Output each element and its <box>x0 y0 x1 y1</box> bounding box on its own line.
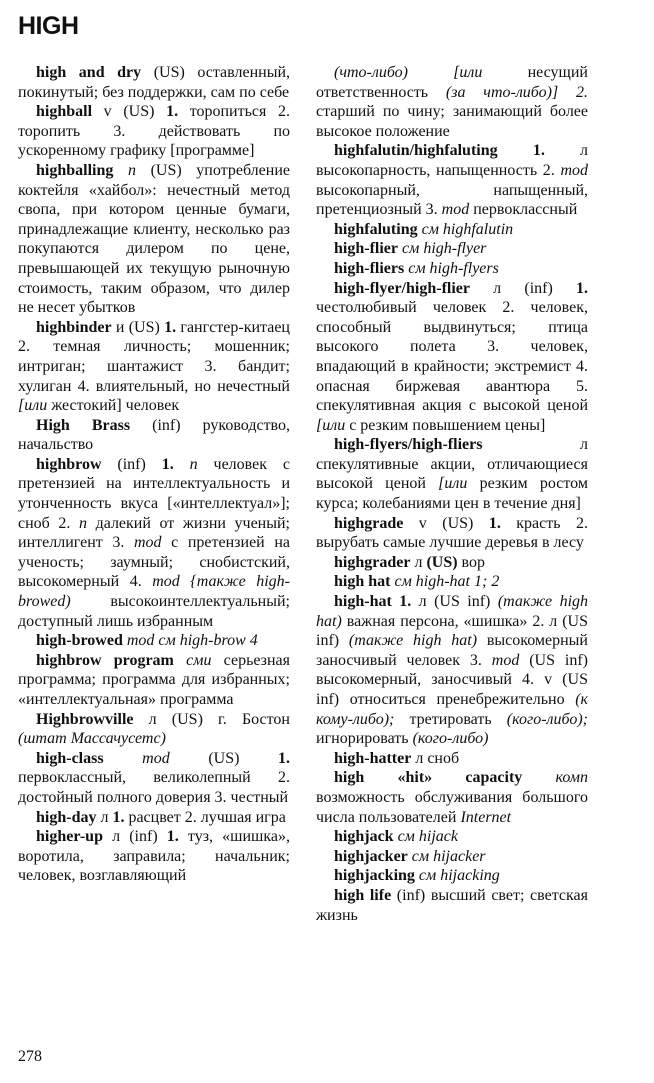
page-header: HIGH <box>18 12 79 40</box>
entry-italic-text: см high-flyer <box>402 240 487 258</box>
entry-text: л (inf) <box>102 828 167 846</box>
entry-italic-text: см high-hat 1; 2 <box>394 573 500 591</box>
entry-text: л <box>96 808 113 826</box>
entry-text <box>498 142 533 159</box>
entry-text: несущий ответственность <box>316 64 588 101</box>
entry-italic-text: mod <box>133 534 162 552</box>
entry-italic-text: комп <box>555 769 589 787</box>
entry-headword: high-hat <box>334 593 392 611</box>
entry-headword: highjacking <box>334 867 415 885</box>
entry-text: честолюбивый человек 2. человек, способный выдвинуться; птица высокого полета 3. человек, впадающий в крайности; экстремист 4. опасная биржевая авантюра 5. спекулятивная акция с высокой ценой <box>316 299 588 415</box>
entry-italic-text: [или <box>18 397 48 415</box>
entry-headword: high hat <box>334 573 391 591</box>
entry-headword: highbrow <box>36 455 102 473</box>
entry-text: (inf) руководство, начальство <box>18 416 290 454</box>
entry-text: человек с претензией на интеллектуальность и утонченность вкуса [«интеллектуал»]; сноб 2. <box>18 455 290 532</box>
entry-text: игнорировать <box>316 730 413 748</box>
entry-text: резким ростом курса; колебаниями цен в течение дня] <box>316 475 588 513</box>
dictionary-entry <box>316 847 588 867</box>
dictionary-entry <box>18 827 290 886</box>
entry-italic-text: (кого-либо); <box>506 710 588 728</box>
entry-italic-text: см hijack <box>397 828 458 846</box>
entry-italic-text: (кого-либо) <box>412 730 489 748</box>
entry-headword: Highbrowville <box>36 710 134 728</box>
dictionary-entry <box>18 749 290 808</box>
entry-italic-text: n <box>189 455 198 473</box>
entry-text: торопиться 2. торопить 3. действовать по ускоренному графику [программе] <box>18 103 290 160</box>
entry-headword: highball <box>36 103 93 121</box>
entry-headword: highfalutin/highfaluting <box>334 142 498 160</box>
entry-headword: 1. <box>399 593 412 611</box>
dictionary-entry <box>316 572 588 592</box>
entry-text: гангстер-китаец 2. темная личность; мошенник; интриган; шантажист 3. бандит; хулиган 4. влиятельный, но нечестный <box>18 318 290 395</box>
entry-headword: highjack <box>334 828 394 846</box>
entry-text <box>113 162 128 179</box>
entry-headword: 1. <box>166 828 179 846</box>
entry-italic-text: Internet <box>460 808 512 826</box>
dictionary-entry <box>316 866 588 886</box>
dictionary-entry <box>316 220 588 240</box>
entry-headword: 1. <box>164 318 177 336</box>
entry-text: высокопарный, напыщенный, претенциозный 3. <box>316 181 588 219</box>
entry-text: л высокопарность, напыщенность 2. <box>316 142 589 179</box>
entry-text: с резким повышением цены] <box>345 416 546 434</box>
entry-italic-text: см high-flyers <box>408 259 499 277</box>
entry-text: красть 2. вырубать самые лучшие деревья в лесу <box>316 514 589 552</box>
dictionary-entry <box>316 141 588 219</box>
entry-headword: highgrader <box>334 553 411 571</box>
entry-headword: 1. <box>488 514 501 532</box>
dictionary-entry <box>316 768 588 827</box>
entry-text <box>174 652 186 669</box>
dictionary-entry <box>316 279 588 436</box>
entry-headword: 1. <box>532 142 545 160</box>
dictionary-entry <box>18 455 290 631</box>
entry-headword: high-hatter <box>334 749 412 767</box>
dictionary-entry <box>18 161 290 318</box>
entry-italic-text: см highfalutin <box>421 220 514 238</box>
entry-italic-text: (к кому-либо); <box>316 691 588 728</box>
entry-text: расцвет 2. лучшая игра <box>124 808 286 826</box>
entry-text: высокоинтеллектуальный; доступный лишь избранным <box>18 593 290 630</box>
entry-italic-text: (за что-либо)] 2. <box>445 83 588 101</box>
dictionary-entry <box>316 239 588 259</box>
entry-text: серьезная программа; программа для избранных; «интеллектуальная» программа <box>18 651 291 708</box>
entry-text: старший по чину; занимающий более высокое положение <box>316 103 588 140</box>
entry-headword: high-flyers/high-fliers <box>334 436 483 454</box>
entry-headword: High Brass <box>36 416 131 434</box>
entry-headword: high-day <box>36 808 97 826</box>
entry-italic-text: см hijacker <box>411 847 486 865</box>
dictionary-entry <box>316 749 588 769</box>
dictionary-entry <box>18 416 290 455</box>
entry-text: вор <box>457 553 485 571</box>
entry-text: возможность обслуживания большого числа пользователей <box>316 788 588 826</box>
entry-italic-text: сми <box>186 651 212 669</box>
entry-text: первоклассный <box>469 201 578 219</box>
entry-text <box>104 750 143 767</box>
dictionary-entry <box>18 631 290 651</box>
entry-headword: 1. <box>161 455 174 473</box>
entry-italic-text: mod <box>491 651 520 669</box>
entry-text: далекий от жизни ученый; интеллигент 3. <box>18 514 290 552</box>
entry-text: л спекулятивные акции, отличающиеся высокой ценой <box>316 436 588 493</box>
entry-italic-text: (также high hat) <box>348 632 478 650</box>
entry-text <box>174 456 190 473</box>
entry-text: л <box>410 553 427 571</box>
entry-headword: highbinder <box>36 318 112 336</box>
entry-italic-text: n <box>127 161 136 179</box>
dictionary-entry <box>316 592 588 749</box>
entry-headword: 1. <box>278 749 291 767</box>
entry-text: (US inf) высокомерный, заносчивый 4. v (US inf) относиться пренебрежительно <box>316 651 589 708</box>
dictionary-entry <box>18 318 290 416</box>
dictionary-entry <box>316 886 588 925</box>
entry-headword: highballing <box>36 161 114 179</box>
entry-text <box>522 769 555 786</box>
dictionary-entry <box>18 102 290 161</box>
entry-text: л (US) г. Бостон <box>133 710 290 728</box>
entry-headword: high-browed <box>36 632 123 650</box>
dictionary-entry <box>18 651 290 710</box>
entry-headword: 1. <box>166 103 179 121</box>
entry-text: v (US) <box>92 103 167 121</box>
entry-headword: (US) <box>426 553 458 571</box>
entry-italic-text: [или <box>438 475 468 493</box>
entry-text: л (inf) <box>469 279 576 297</box>
entry-text: (US) употребление коктейля «хайбол»: нечестный метод свопа, при котором ценные бумаги, принадлежащие клиенту, несколько раз покупаются дилером по цене, превышающей их текущую рыночную стоимость, таким образом, что дилер не несет убытков <box>18 161 290 317</box>
entry-headword: high «hit» capacity <box>334 769 523 787</box>
entry-headword: high-flyer/high-flier <box>334 279 470 297</box>
entry-headword: 1. <box>112 808 125 826</box>
entry-text: (US) оставленный, покинутый; без поддержки, сам по себе <box>18 64 290 101</box>
dictionary-entry <box>316 827 588 847</box>
entry-italic-text: mod <box>441 201 470 219</box>
page-number: 278 <box>18 1048 42 1065</box>
entry-italic-text: mod {также high-browed) <box>18 573 290 611</box>
entry-text: третировать <box>394 710 507 728</box>
entry-headword: highbrow program <box>36 651 174 669</box>
entry-headword: 1. <box>576 279 588 297</box>
entry-headword: high life <box>334 886 392 904</box>
entry-italic-text: mod см high-brow 4 <box>126 632 258 650</box>
entry-headword: high-fliers <box>334 259 405 277</box>
entry-headword: higher-up <box>36 828 103 846</box>
dictionary-entry <box>18 63 290 102</box>
entry-headword: high-class <box>36 749 104 767</box>
entry-text: (US) <box>169 749 279 767</box>
entry-headword: high and dry <box>36 64 142 81</box>
entry-text: л сноб <box>411 749 460 767</box>
entry-text: первоклассный, великолепный 2. достойный полного доверия 3. честный <box>18 769 290 806</box>
entry-headword: highfaluting <box>334 220 418 238</box>
left-column <box>18 63 290 886</box>
dictionary-entry <box>18 710 290 749</box>
entry-headword: highgrade <box>334 514 404 532</box>
entry-italic-text: [или <box>316 416 346 434</box>
dictionary-entry <box>316 514 588 553</box>
entry-text: высокомерный заносчивый человек 3. <box>316 632 588 669</box>
entry-text: жестокий] человек <box>47 397 180 415</box>
right-column <box>316 63 588 925</box>
dictionary-entry <box>316 435 588 513</box>
entry-italic-text: см hijacking <box>418 867 500 885</box>
dictionary-entry <box>316 63 588 141</box>
entry-text: v (US) <box>403 514 489 532</box>
entry-text: важная персона, «шишка» 2. л (US inf) <box>316 612 588 650</box>
entry-italic-text: mod <box>142 749 170 767</box>
entry-headword: highjacker <box>334 847 408 865</box>
entry-italic-text: mod <box>560 161 588 179</box>
entry-italic-text: (что-либо) [или <box>334 64 483 81</box>
entry-text: л (US inf) <box>411 593 498 611</box>
dictionary-entry <box>316 553 588 573</box>
dictionary-entry <box>316 259 588 279</box>
entry-headword: high-flier <box>334 240 398 258</box>
entry-text: (inf) <box>101 455 162 473</box>
entry-italic-text: n <box>78 514 87 532</box>
entry-text: (inf) высший свет; светская жизнь <box>316 886 589 924</box>
entry-italic-text: (штат Массачусетс) <box>18 730 166 748</box>
entry-italic-text: (также high hat) <box>316 593 589 630</box>
dictionary-entry <box>18 808 290 828</box>
entry-text: и (US) <box>111 318 165 336</box>
entry-text: туз, «шишка», воротила, заправила; начальник; человек, возглавляющий <box>18 828 290 885</box>
entry-text: с претензией на ученость; заумный; снобистский, высокомерный 4. <box>18 534 290 591</box>
